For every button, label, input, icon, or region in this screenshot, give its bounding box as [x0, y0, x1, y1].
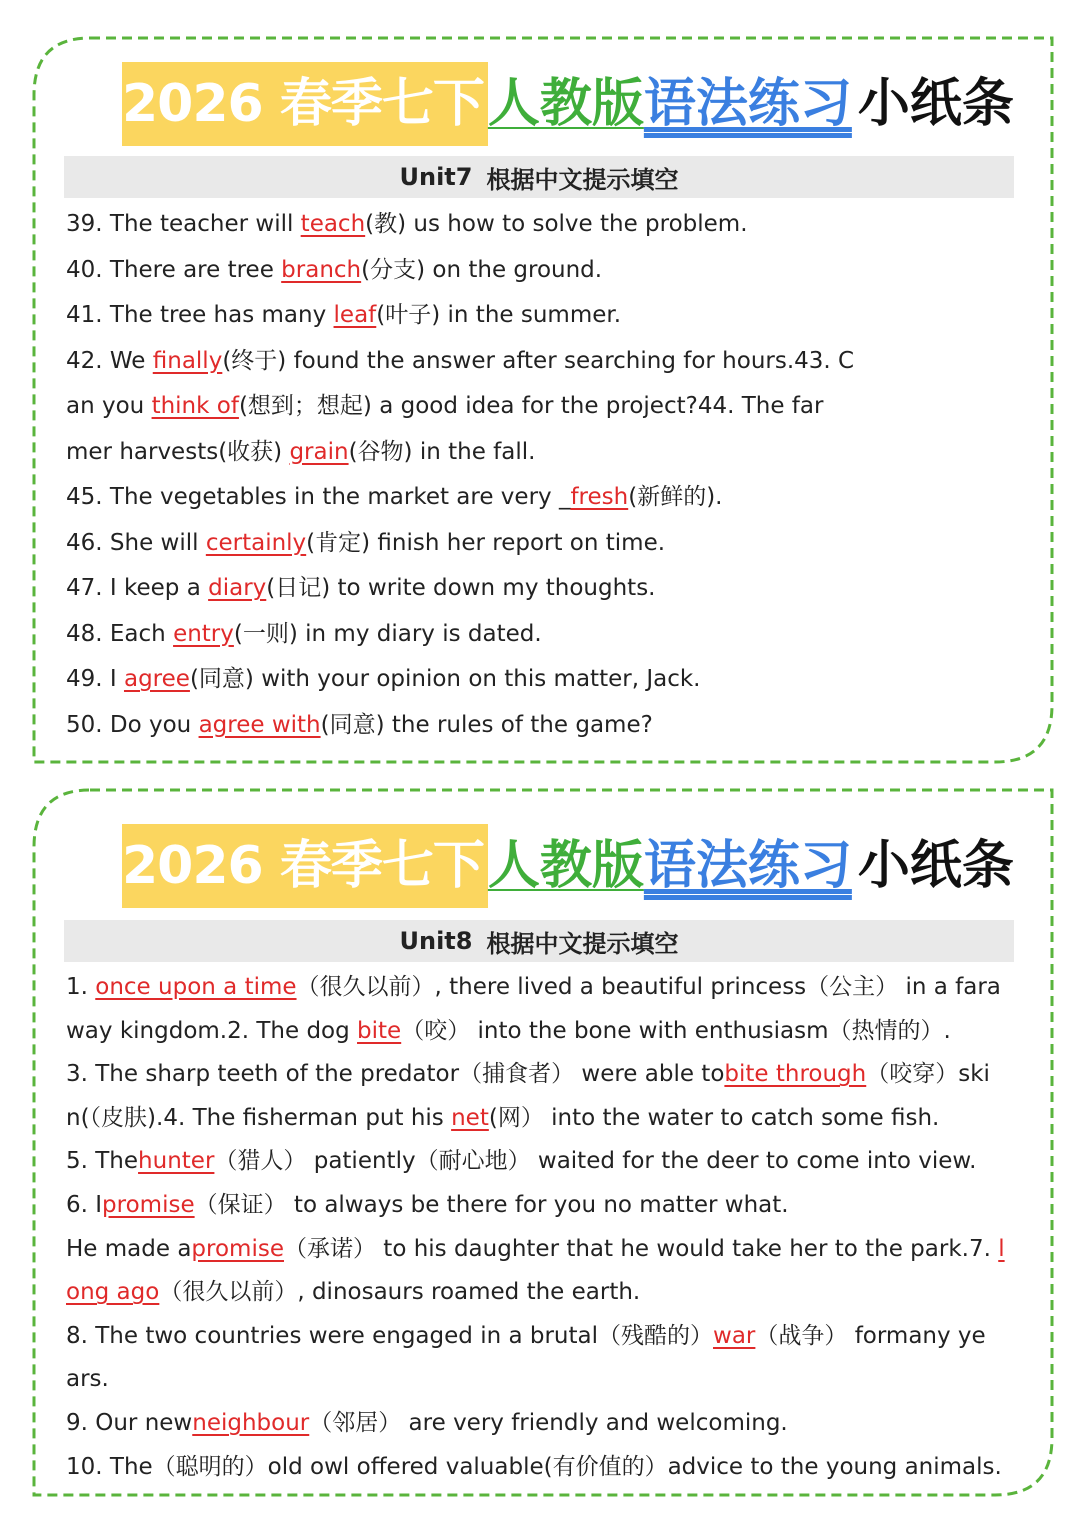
exercise-text: 45. The vegetables in the market are very _	[66, 484, 571, 510]
exercise-line	[66, 1097, 1026, 1141]
exercise-line	[66, 293, 1026, 339]
exercise-text: 42. We	[66, 347, 153, 374]
exercise-text: (终于) found the answer after searching for hours.43. C	[222, 347, 855, 374]
exercise-text: （很久以前）, dinosaurs roamed the earth.	[159, 1279, 641, 1306]
exercise-text: （咬穿）ski	[866, 1061, 990, 1088]
title-grammar: 语法练习	[643, 74, 852, 134]
exercise-text: 41. The tree has many	[66, 302, 334, 328]
title-note: 小纸条	[857, 74, 1014, 134]
answer-text: hunter	[138, 1148, 215, 1175]
exercise-line	[66, 1053, 1026, 1097]
worksheet-card-unit8	[0, 780, 1080, 1527]
exercise-text: 40. There are tree	[66, 256, 282, 283]
answer-text: grain	[289, 438, 349, 465]
exercise-lines	[66, 202, 1026, 748]
title-edition: 人教版	[487, 836, 644, 896]
exercise-text: 46. She will	[66, 529, 206, 556]
exercise-line	[66, 966, 1026, 1010]
exercise-text: (网） into the water to catch some fish.	[488, 1104, 940, 1131]
unit-header	[64, 156, 1014, 198]
exercise-text: (同意) the rules of the game?	[320, 711, 653, 738]
exercise-text: （战争） formany ye	[755, 1322, 986, 1349]
exercise-text: (一则) in my diary is dated.	[233, 620, 542, 647]
exercise-text: 10. The（聪明的）old owl offered valuable(有价值的）advice to the young animals.	[66, 1453, 1002, 1480]
exercise-line	[66, 1358, 1026, 1402]
exercise-text: 1.	[66, 974, 96, 1000]
answer-text: finally	[152, 347, 223, 374]
answer-text: bite	[357, 1017, 402, 1044]
answer-text: war	[713, 1322, 756, 1349]
answer-text: once upon a time	[95, 974, 297, 1000]
exercise-line	[66, 1140, 1026, 1184]
page-title	[122, 62, 1014, 146]
exercise-line	[66, 475, 1026, 521]
exercise-text: 6. I	[66, 1191, 103, 1218]
exercise-text: mer harvests(收获)	[66, 438, 290, 465]
exercise-lines	[66, 966, 1026, 1489]
exercise-text: 48. Each	[66, 620, 174, 647]
answer-text: net	[451, 1104, 489, 1131]
exercise-text: (想到；想起) a good idea for the project?44. The far	[238, 393, 824, 419]
exercise-text: (叶子) in the summer.	[376, 302, 622, 328]
unit-name: Unit7	[399, 163, 473, 191]
answer-text: diary	[208, 575, 267, 601]
answer-text: entry	[173, 620, 234, 647]
exercise-line	[66, 1184, 1026, 1228]
exercise-line	[66, 521, 1026, 567]
exercise-text: an you	[66, 393, 152, 419]
exercise-line	[66, 1315, 1026, 1359]
exercise-line	[66, 657, 1026, 703]
exercise-line	[66, 430, 1026, 476]
answer-text: promise	[102, 1191, 195, 1218]
exercise-line	[66, 1446, 1026, 1490]
exercise-line	[66, 1402, 1026, 1446]
exercise-text: (肯定) finish her report on time.	[306, 529, 666, 556]
answer-text: bite through	[724, 1061, 867, 1088]
title-grammar: 语法练习	[643, 836, 852, 896]
answer-text: branch	[281, 256, 362, 283]
answer-text: certainly	[205, 529, 307, 556]
exercise-text: n(（皮肤).4. The fisherman put his	[66, 1104, 452, 1131]
exercise-line	[66, 703, 1026, 749]
answer-text: ong ago	[66, 1279, 160, 1306]
exercise-text: 49. I	[66, 666, 124, 692]
exercise-text: 39. The teacher will	[66, 211, 301, 237]
exercise-line	[66, 566, 1026, 612]
title-year: 2026 春季七下	[122, 824, 488, 908]
answer-text: agree	[123, 666, 190, 692]
exercise-line	[66, 1228, 1026, 1272]
exercise-text: (教) us how to solve the problem.	[365, 211, 748, 237]
exercise-text: (同意) with your opinion on this matter, Jack.	[189, 666, 701, 692]
answer-text: agree with	[198, 711, 321, 738]
answer-text: l	[998, 1235, 1005, 1262]
title-edition: 人教版	[487, 74, 644, 134]
exercise-line	[66, 612, 1026, 658]
answer-text: neighbour	[192, 1409, 310, 1436]
title-year: 2026 春季七下	[122, 62, 488, 146]
exercise-text: （猎人） patiently（耐心地） waited for the deer to come into view.	[214, 1148, 977, 1175]
exercise-text: 5. The	[66, 1148, 139, 1175]
answer-text: promise	[191, 1235, 284, 1262]
exercise-line	[66, 339, 1026, 385]
exercise-line	[66, 202, 1026, 248]
exercise-text: 9. Our new	[66, 1409, 193, 1436]
exercise-text: (日记) to write down my thoughts.	[266, 575, 656, 601]
exercise-text: (谷物) in the fall.	[348, 438, 536, 465]
exercise-line	[66, 1010, 1026, 1054]
exercise-line	[66, 248, 1026, 294]
exercise-text: （很久以前）, there lived a beautiful princess（公主） in a fara	[296, 974, 1001, 1000]
exercise-text: He made a	[66, 1235, 192, 1262]
exercise-line	[66, 1271, 1026, 1315]
exercise-text: （保证） to always be there for you no matter what.	[194, 1191, 789, 1218]
exercise-text: (新鲜的).	[628, 484, 723, 510]
exercise-text: ars.	[66, 1366, 109, 1393]
exercise-text: (分支) on the ground.	[361, 256, 603, 283]
exercise-text: （承诺） to his daughter that he would take her to the park.7.	[283, 1235, 999, 1262]
title-note: 小纸条	[857, 836, 1014, 896]
exercise-text: （邻居） are very friendly and welcoming.	[309, 1409, 788, 1436]
exercise-text: way kingdom.2. The dog	[66, 1017, 358, 1044]
page-title	[122, 824, 1014, 908]
answer-text: think of	[151, 393, 239, 419]
exercise-text: （咬） into the bone with enthusiasm（热情的）.	[401, 1017, 951, 1044]
unit-name: Unit8	[399, 927, 473, 955]
answer-text: leaf	[333, 302, 377, 328]
answer-text: teach	[300, 211, 366, 237]
exercise-text: 47. I keep a	[66, 575, 209, 601]
unit-header	[64, 920, 1014, 962]
unit-task: 根据中文提示填空	[486, 929, 679, 958]
exercise-text: 3. The sharp teeth of the predator（捕食者） were able to	[66, 1061, 725, 1088]
exercise-text: 8. The two countries were engaged in a brutal（残酷的）	[66, 1322, 714, 1349]
unit-task: 根据中文提示填空	[486, 165, 679, 194]
exercise-text: 50. Do you	[66, 711, 199, 738]
exercise-line	[66, 384, 1026, 430]
answer-text: fresh	[570, 484, 629, 510]
